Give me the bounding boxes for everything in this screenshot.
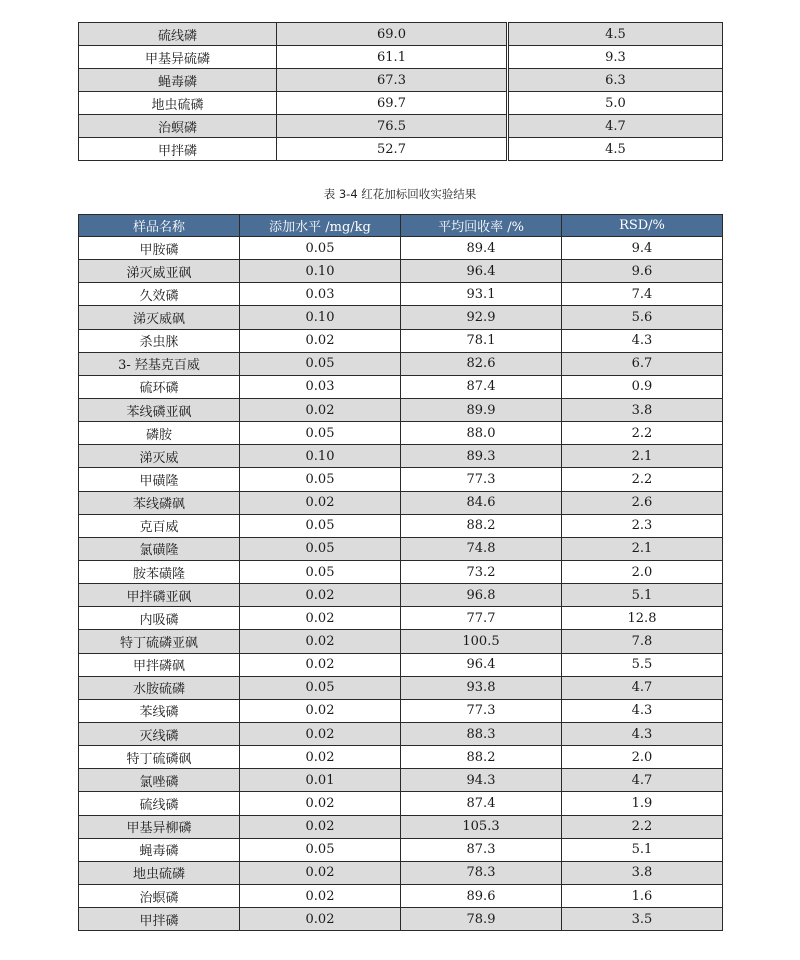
- spike-level-cell: 0.05: [240, 838, 401, 861]
- sample-name-cell: 甲基异柳磷: [79, 815, 240, 838]
- spike-level-cell: 0.02: [240, 699, 401, 722]
- spike-level-cell: 0.02: [240, 746, 401, 769]
- rsd-cell: 9.4: [562, 237, 723, 260]
- table-row: [79, 769, 723, 792]
- recovery-cell: 88.2: [401, 514, 562, 537]
- recovery-cell: 96.8: [401, 584, 562, 607]
- table-row: [79, 445, 723, 468]
- table-row: [79, 815, 723, 838]
- spike-level-cell: 0.05: [240, 468, 401, 491]
- table-row: [79, 46, 723, 69]
- recovery-cell: 93.1: [401, 283, 562, 306]
- rsd-cell: 12.8: [562, 607, 723, 630]
- table-row: [79, 792, 723, 815]
- table-row: [79, 584, 723, 607]
- rsd-cell: 2.0: [562, 560, 723, 583]
- spike-level-cell: 0.02: [240, 792, 401, 815]
- sample-name-cell: 甲拌磷: [79, 908, 240, 931]
- sample-name-cell: 蝇毒磷: [79, 69, 277, 92]
- spike-level-cell: 0.05: [240, 237, 401, 260]
- sample-name-cell: 磷胺: [79, 422, 240, 445]
- recovery-cell: 88.2: [401, 746, 562, 769]
- rsd-cell: 4.3: [562, 699, 723, 722]
- sample-name-cell: 甲拌磷砜: [79, 653, 240, 676]
- sample-name-cell: 治螟磷: [79, 115, 277, 138]
- table-caption: 表 3-4 红花加标回收实验结果: [323, 187, 477, 201]
- recovery-cell: 88.0: [401, 422, 562, 445]
- table-row: [79, 884, 723, 907]
- rsd-cell: 5.5: [562, 653, 723, 676]
- rsd-cell: 3.8: [562, 398, 723, 421]
- rsd-cell: 1.9: [562, 792, 723, 815]
- sample-name-cell: 苯线磷砜: [79, 491, 240, 514]
- spike-level-cell: 0.02: [240, 908, 401, 931]
- recovery-cell: 73.2: [401, 560, 562, 583]
- table-header-row: [79, 215, 723, 237]
- spike-level-cell: 0.05: [240, 422, 401, 445]
- rsd-cell: 4.3: [562, 329, 723, 352]
- sample-name-cell: 涕灭威砜: [79, 306, 240, 329]
- sample-name-cell: 地虫硫磷: [79, 92, 277, 115]
- recovery-cell: 78.9: [401, 908, 562, 931]
- recovery-cell: 88.3: [401, 722, 562, 745]
- rsd-cell: 4.7: [562, 769, 723, 792]
- rsd-cell: 2.6: [562, 491, 723, 514]
- table-row: [79, 468, 723, 491]
- rsd-cell: 2.0: [562, 746, 723, 769]
- sample-name-cell: 甲磺隆: [79, 468, 240, 491]
- recovery-cell: 78.3: [401, 861, 562, 884]
- spike-level-cell: 0.02: [240, 329, 401, 352]
- recovery-cell: 61.1: [277, 46, 507, 69]
- rsd-cell: 3.5: [562, 908, 723, 931]
- recovery-cell: 77.3: [401, 468, 562, 491]
- rsd-cell: 4.3: [562, 722, 723, 745]
- table-row: [79, 607, 723, 630]
- rsd-cell: 2.2: [562, 815, 723, 838]
- recovery-cell: 105.3: [401, 815, 562, 838]
- recovery-cell: 89.3: [401, 445, 562, 468]
- spike-level-cell: 0.03: [240, 375, 401, 398]
- recovery-cell: 69.7: [277, 92, 507, 115]
- table-row: [79, 23, 723, 46]
- spike-level-cell: 0.02: [240, 398, 401, 421]
- rsd-cell: 2.2: [562, 422, 723, 445]
- sample-name-cell: 杀虫脒: [79, 329, 240, 352]
- recovery-cell: 100.5: [401, 630, 562, 653]
- sample-name-cell: 特丁硫磷砜: [79, 746, 240, 769]
- recovery-cell: 87.4: [401, 792, 562, 815]
- spike-level-cell: 0.02: [240, 722, 401, 745]
- recovery-cell: 77.3: [401, 699, 562, 722]
- table-row: [79, 283, 723, 306]
- sample-name-cell: 甲基异硫磷: [79, 46, 277, 69]
- sample-name-cell: 蝇毒磷: [79, 838, 240, 861]
- table-row: [79, 746, 723, 769]
- recovery-cell: 87.3: [401, 838, 562, 861]
- sample-name-cell: 地虫硫磷: [79, 861, 240, 884]
- rsd-cell: 1.6: [562, 884, 723, 907]
- sample-name-cell: 甲拌磷亚砜: [79, 584, 240, 607]
- sample-name-cell: 涕灭威: [79, 445, 240, 468]
- table-row: [79, 237, 723, 260]
- header-avg-recovery: 平均回收率 /%: [401, 215, 562, 237]
- rsd-cell: 2.1: [562, 537, 723, 560]
- table-row: [79, 699, 723, 722]
- spike-level-cell: 0.02: [240, 815, 401, 838]
- rsd-cell: 4.5: [509, 138, 723, 161]
- sample-name-cell: 特丁硫磷亚砜: [79, 630, 240, 653]
- spike-level-cell: 0.05: [240, 560, 401, 583]
- spike-level-cell: 0.05: [240, 514, 401, 537]
- recovery-cell: 67.3: [277, 69, 507, 92]
- recovery-cell: 78.1: [401, 329, 562, 352]
- rsd-cell: 5.1: [562, 838, 723, 861]
- table-row: [79, 861, 723, 884]
- spike-level-cell: 0.02: [240, 861, 401, 884]
- rsd-cell: 9.3: [509, 46, 723, 69]
- rsd-cell: 6.3: [509, 69, 723, 92]
- recovery-cell: 87.4: [401, 375, 562, 398]
- rsd-cell: 7.4: [562, 283, 723, 306]
- spike-level-cell: 0.02: [240, 607, 401, 630]
- rsd-cell: 7.8: [562, 630, 723, 653]
- rsd-cell: 6.7: [562, 352, 723, 375]
- spike-level-cell: 0.03: [240, 283, 401, 306]
- rsd-cell: 5.6: [562, 306, 723, 329]
- rsd-cell: 9.6: [562, 260, 723, 283]
- recovery-cell: 82.6: [401, 352, 562, 375]
- table-row: [79, 352, 723, 375]
- rsd-cell: 5.0: [509, 92, 723, 115]
- spike-level-cell: 0.05: [240, 537, 401, 560]
- spike-level-cell: 0.10: [240, 260, 401, 283]
- recovery-cell: 74.8: [401, 537, 562, 560]
- spike-level-cell: 0.10: [240, 306, 401, 329]
- header-spike-level: 添加水平 /mg/kg: [240, 215, 401, 237]
- sample-name-cell: 苯线磷亚砜: [79, 398, 240, 421]
- sample-name-cell: 苯线磷: [79, 699, 240, 722]
- sample-name-cell: 硫线磷: [79, 792, 240, 815]
- rsd-cell: 4.7: [509, 115, 723, 138]
- table-row: [79, 115, 723, 138]
- spike-level-cell: 0.05: [240, 676, 401, 699]
- spike-level-cell: 0.02: [240, 584, 401, 607]
- spike-level-cell: 0.05: [240, 352, 401, 375]
- rsd-cell: 2.3: [562, 514, 723, 537]
- header-rsd: RSD/%: [562, 215, 723, 237]
- table-row: [79, 653, 723, 676]
- sample-name-cell: 水胺硫磷: [79, 676, 240, 699]
- rsd-cell: 0.9: [562, 375, 723, 398]
- rsd-cell: 4.5: [509, 23, 723, 46]
- sample-name-cell: 甲拌磷: [79, 138, 277, 161]
- header-sample-name: 样品名称: [79, 215, 240, 237]
- table-row: [79, 838, 723, 861]
- recovery-cell: 52.7: [277, 138, 507, 161]
- recovery-cell: 76.5: [277, 115, 507, 138]
- sample-name-cell: 胺苯磺隆: [79, 560, 240, 583]
- recovery-cell: 84.6: [401, 491, 562, 514]
- table-row: [79, 375, 723, 398]
- spike-level-cell: 0.02: [240, 630, 401, 653]
- sample-name-cell: 内吸磷: [79, 607, 240, 630]
- table-row: [79, 491, 723, 514]
- table-row: [79, 69, 723, 92]
- table-row: [79, 92, 723, 115]
- rsd-cell: 2.2: [562, 468, 723, 491]
- recovery-cell: 77.7: [401, 607, 562, 630]
- sample-name-cell: 甲胺磷: [79, 237, 240, 260]
- continued-results-table: [78, 22, 723, 161]
- sample-name-cell: 氯唑磷: [79, 769, 240, 792]
- table-row: [79, 676, 723, 699]
- table-row: [79, 422, 723, 445]
- spike-level-cell: 0.10: [240, 445, 401, 468]
- sample-name-cell: 治螟磷: [79, 884, 240, 907]
- recovery-results-table: [78, 214, 723, 931]
- spike-level-cell: 0.02: [240, 884, 401, 907]
- recovery-cell: 89.6: [401, 884, 562, 907]
- sample-name-cell: 氯磺隆: [79, 537, 240, 560]
- rsd-cell: 3.8: [562, 861, 723, 884]
- sample-name-cell: 久效磷: [79, 283, 240, 306]
- sample-name-cell: 克百威: [79, 514, 240, 537]
- table-row: [79, 306, 723, 329]
- spike-level-cell: 0.01: [240, 769, 401, 792]
- sample-name-cell: 硫线磷: [79, 23, 277, 46]
- recovery-cell: 89.9: [401, 398, 562, 421]
- rsd-cell: 5.1: [562, 584, 723, 607]
- table-row: [79, 138, 723, 161]
- table-row: [79, 630, 723, 653]
- sample-name-cell: 3- 羟基克百威: [79, 352, 240, 375]
- sample-name-cell: 涕灭威亚砜: [79, 260, 240, 283]
- sample-name-cell: 灭线磷: [79, 722, 240, 745]
- rsd-cell: 2.1: [562, 445, 723, 468]
- table-row: [79, 722, 723, 745]
- recovery-cell: 69.0: [277, 23, 507, 46]
- recovery-cell: 94.3: [401, 769, 562, 792]
- recovery-cell: 96.4: [401, 260, 562, 283]
- table-row: [79, 537, 723, 560]
- recovery-cell: 93.8: [401, 676, 562, 699]
- table-row: [79, 514, 723, 537]
- table-row: [79, 260, 723, 283]
- rsd-cell: 4.7: [562, 676, 723, 699]
- spike-level-cell: 0.02: [240, 653, 401, 676]
- table-row: [79, 329, 723, 352]
- table-row: [79, 398, 723, 421]
- spike-level-cell: 0.02: [240, 491, 401, 514]
- table-row: [79, 560, 723, 583]
- recovery-cell: 92.9: [401, 306, 562, 329]
- table-row: [79, 908, 723, 931]
- recovery-cell: 96.4: [401, 653, 562, 676]
- sample-name-cell: 硫环磷: [79, 375, 240, 398]
- recovery-cell: 89.4: [401, 237, 562, 260]
